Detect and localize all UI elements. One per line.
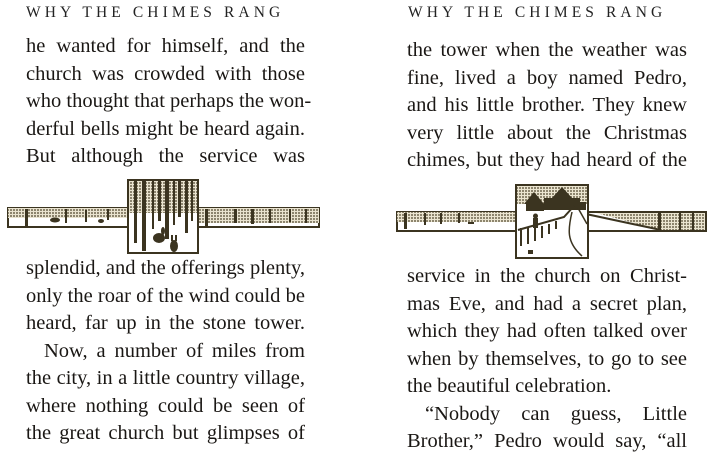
text-line: only the roar of the wind could be [26, 284, 305, 307]
text-line: But although the service was [26, 145, 305, 167]
village-road-illustration [396, 184, 708, 260]
text-line: which they had often talked over [407, 320, 687, 342]
forest-illustration [7, 179, 321, 255]
text-line: where nothing could be seen of [26, 394, 305, 417]
text-line: when by themselves, to go to see [407, 347, 687, 370]
text-line: and his little brother. They knew [407, 94, 687, 116]
text-line: the beautiful celebration. [407, 375, 612, 397]
text-line: splendid, and the offerings plenty, [26, 257, 305, 279]
text-line: Now, a number of miles from [44, 339, 305, 362]
text-line: very little about the Christmas [407, 121, 687, 144]
running-head: WHY THE CHIMES RANG [26, 4, 285, 21]
right-page [356, 0, 712, 461]
text-line: the great church but glimpses of [26, 422, 305, 444]
text-line: derful bells might be heard again. [26, 117, 305, 140]
text-line: the tower when the weather was [407, 39, 687, 61]
text-line: “Nobody can guess, Little [425, 402, 687, 425]
text-line: heard, far up in the stone tower. [26, 312, 305, 334]
text-line: Brother,” Pedro would say, “all [407, 430, 687, 452]
text-line: mas Eve, and had a secret plan, [407, 292, 687, 315]
text-line: fine, lived a boy named Pedro, [407, 66, 687, 89]
text-line: he wanted for himself, and the [26, 35, 305, 57]
text-line: chimes, but they had heard of the [407, 149, 687, 171]
text-line: church was crowded with those [26, 62, 305, 85]
text-line: service in the church on Christ- [407, 265, 687, 287]
running-head: WHY THE CHIMES RANG [408, 4, 667, 21]
text-line: who thought that perhaps the won- [26, 90, 312, 112]
text-line: the city, in a little country village, [26, 367, 305, 389]
